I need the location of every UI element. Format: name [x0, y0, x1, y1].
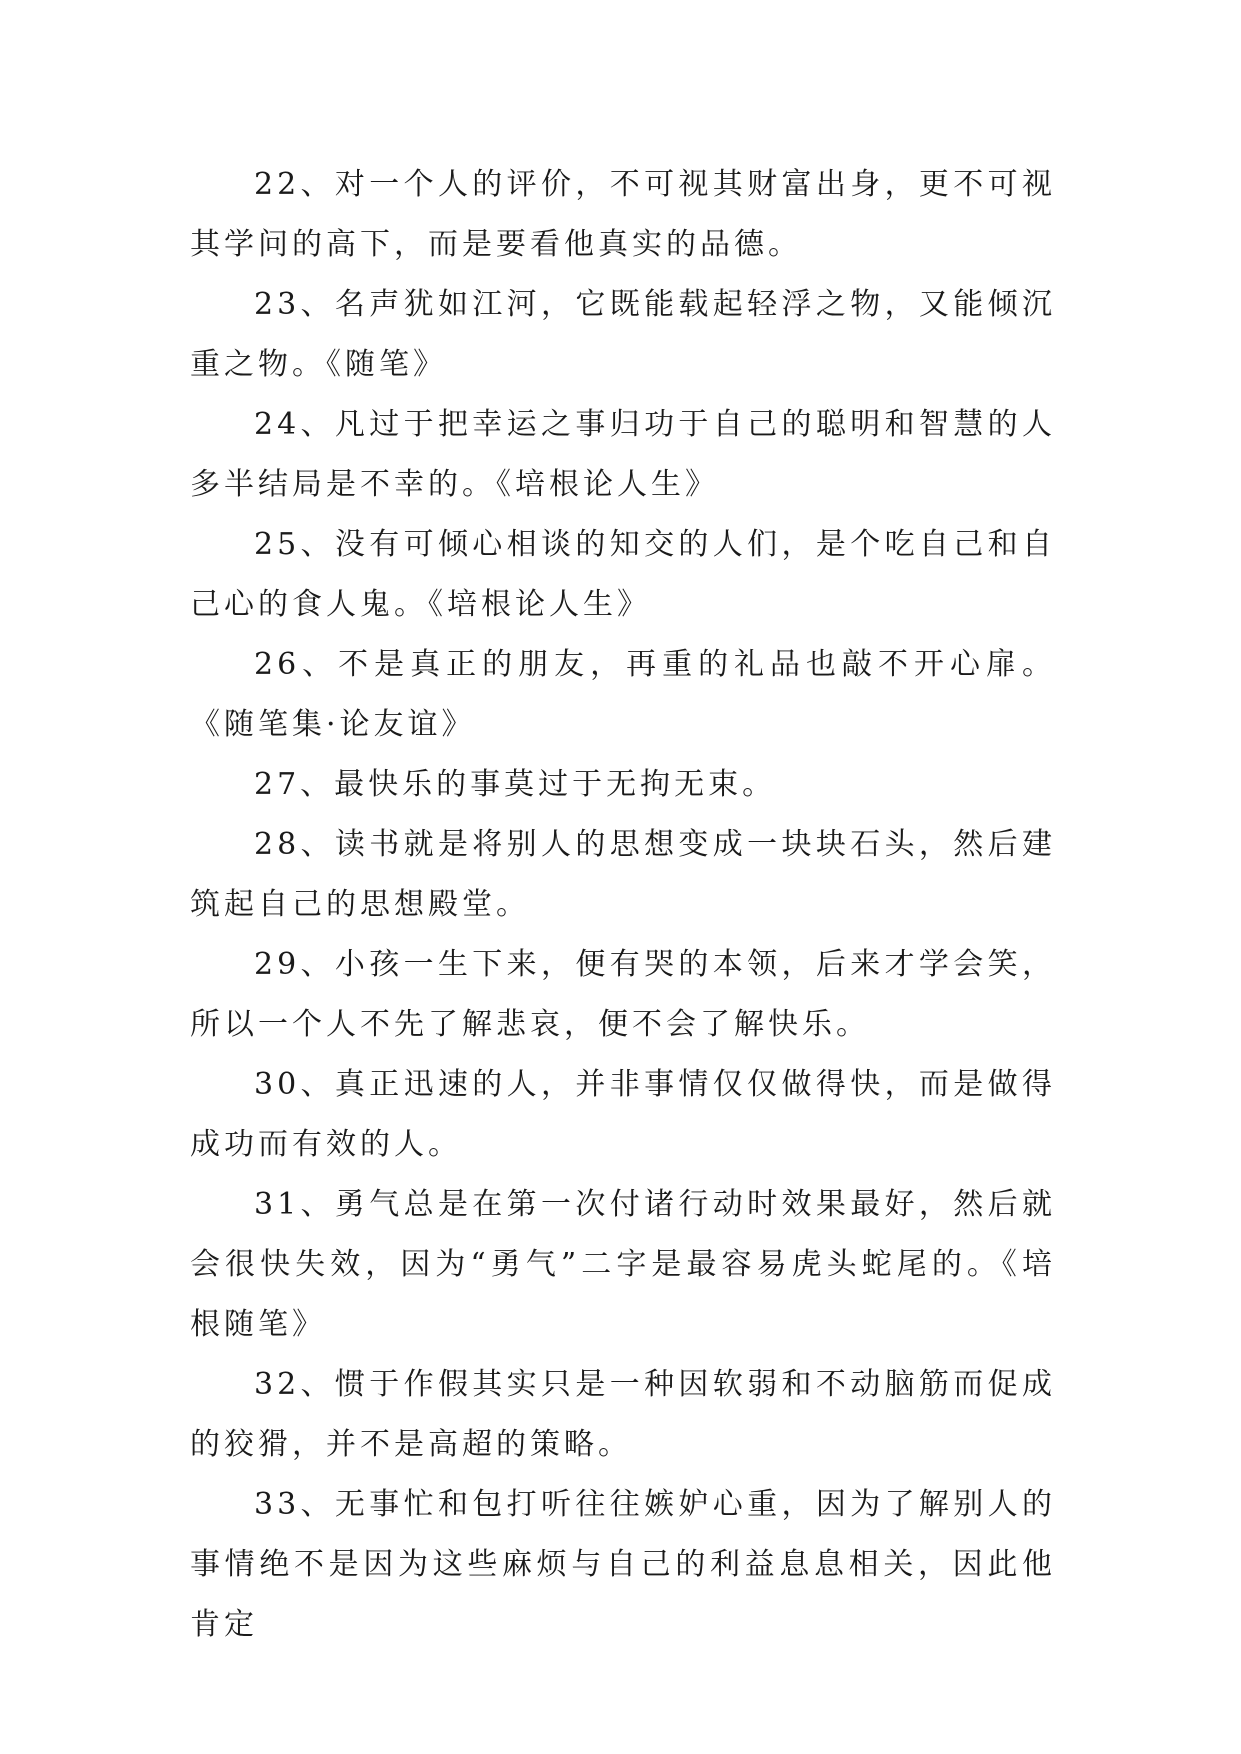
quote-paragraph-28: 28、读书就是将别人的思想变成一块块石头，然后建筑起自己的思想殿堂。	[190, 827, 1056, 922]
quote-paragraph-31: 31、勇气总是在第一次付诸行动时效果最好，然后就会很快失效，因为“勇气”二字是最容易虎头蛇尾的。《培根随笔》	[190, 1187, 1056, 1342]
quote-paragraph-22: 22、对一个人的评价，不可视其财富出身，更不可视其学问的高下，而是要看他真实的品德。	[190, 167, 1056, 262]
quote-paragraph-24: 24、凡过于把幸运之事归功于自己的聪明和智慧的人多半结局是不幸的。《培根论人生》	[190, 407, 1056, 502]
quote-paragraph-30: 30、真正迅速的人，并非事情仅仅做得快，而是做得成功而有效的人。	[190, 1067, 1056, 1162]
quote-paragraph-23: 23、名声犹如江河，它既能载起轻浮之物，又能倾沉重之物。《随笔》	[190, 287, 1056, 382]
quote-paragraph-26: 26、不是真正的朋友，再重的礼品也敲不开心扉。《随笔集·论友谊》	[190, 647, 1056, 742]
quote-paragraph-27: 27、最快乐的事莫过于无拘无束。	[254, 767, 777, 802]
document-body	[190, 155, 1056, 1655]
quote-paragraph-32: 32、惯于作假其实只是一种因软弱和不动脑筋而促成的狡猾，并不是高超的策略。	[190, 1367, 1056, 1462]
quote-paragraph-25: 25、没有可倾心相谈的知交的人们，是个吃自己和自己心的食人鬼。《培根论人生》	[190, 527, 1056, 622]
quote-paragraph-33: 33、无事忙和包打听往往嫉妒心重，因为了解别人的事情绝不是因为这些麻烦与自己的利益息息相关，因此他肯定	[190, 1487, 1056, 1642]
quote-paragraph-29: 29、小孩一生下来，便有哭的本领，后来才学会笑，所以一个人不先了解悲哀，便不会了解快乐。	[190, 947, 1056, 1042]
